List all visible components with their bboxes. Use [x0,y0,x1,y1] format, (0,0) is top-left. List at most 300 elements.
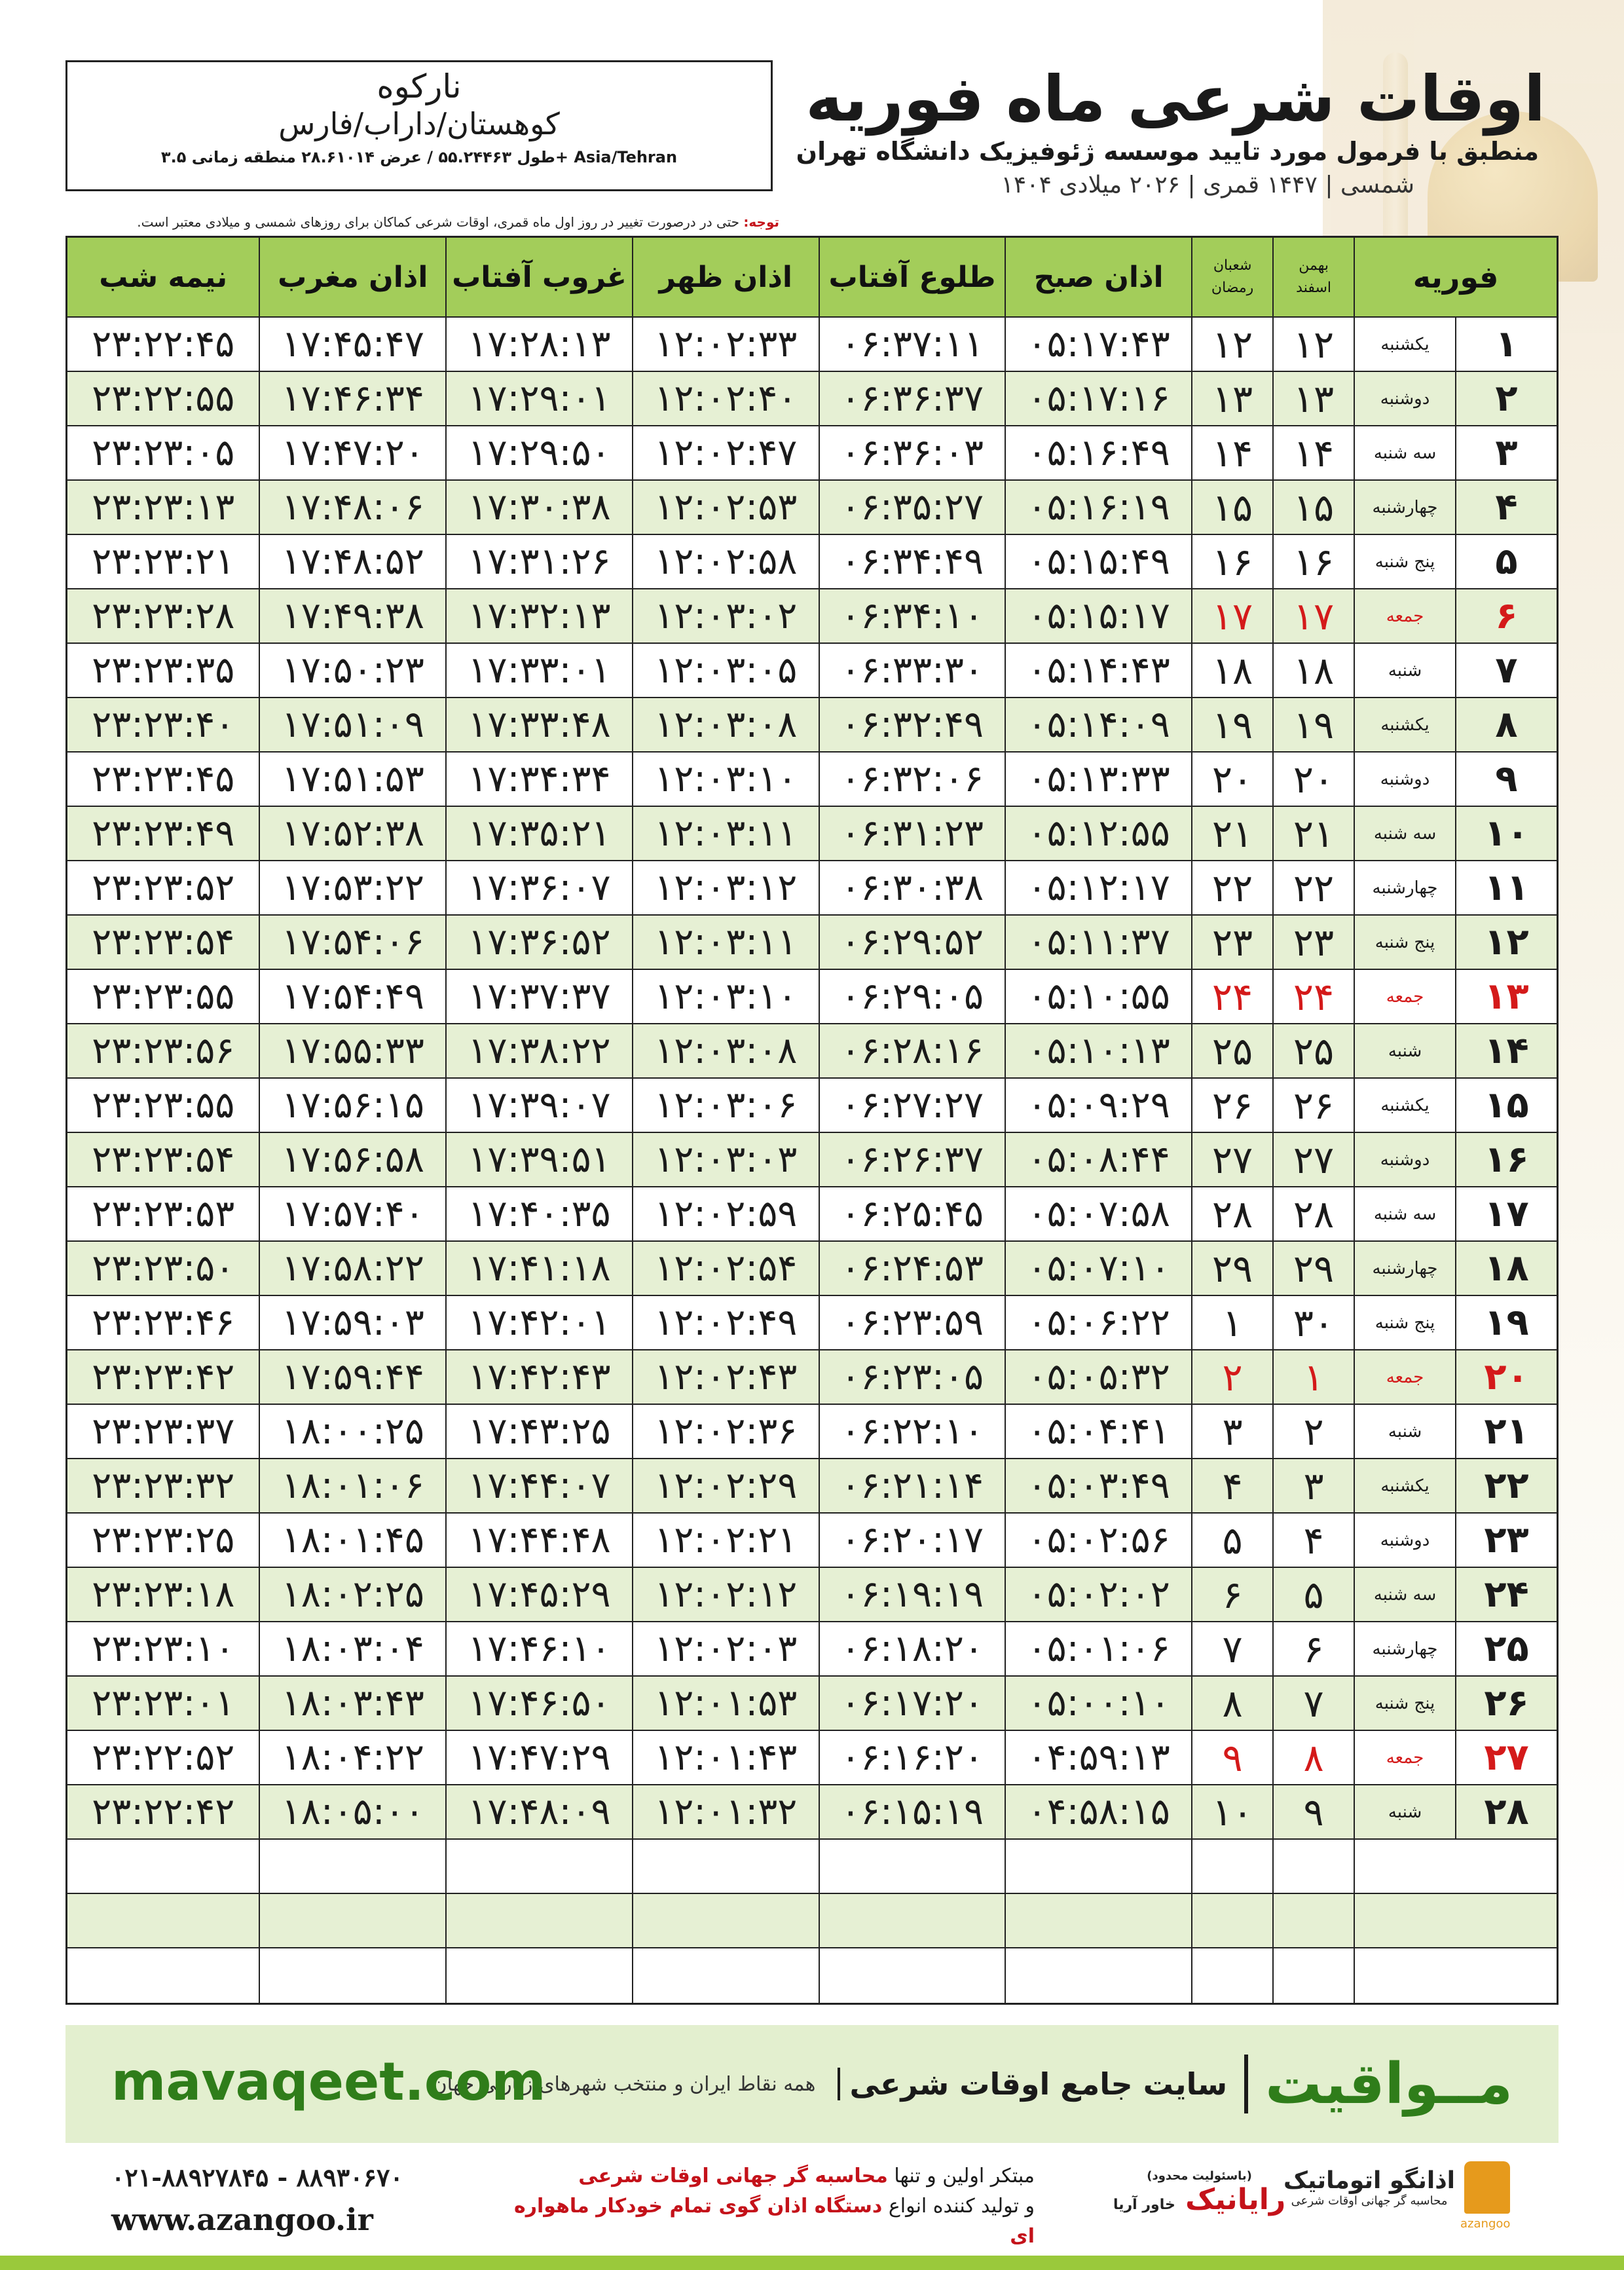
maghrib-time: ۱۷:۵۶:۱۵ [259,1079,445,1132]
sunrise-time: ۰۶:۱۷:۲۰ [819,1677,1005,1730]
lunar-day: ۴ [1191,1459,1272,1512]
fajr-time: ۰۴:۵۸:۱۵ [1005,1785,1191,1838]
fajr-time: ۰۵:۰۴:۴۱ [1005,1405,1191,1458]
lunar-day: ۱۹ [1191,698,1272,751]
sunrise-time: ۰۶:۳۳:۳۰ [819,644,1005,697]
solar-day: ۶ [1272,1622,1354,1675]
dhuhr-time: ۱۲:۰۱:۵۳ [632,1677,819,1730]
maghrib-time: ۱۷:۴۵:۴۷ [259,318,445,371]
banner-separator [1244,2055,1248,2113]
day-number: ۱۹ [1455,1296,1557,1349]
table-row [67,535,1557,589]
weekday: سه شنبه [1354,1568,1455,1621]
sunrise-time: ۰۶:۳۶:۳۷ [819,372,1005,425]
day-number: ۲۰ [1455,1350,1557,1404]
sunset-time: ۱۷:۳۳:۰۱ [445,644,632,697]
day-number: ۵ [1455,535,1557,588]
weekday: یکشنبه [1354,1459,1455,1512]
dhuhr-time: ۱۲:۰۲:۲۱ [632,1514,819,1567]
sunrise-time: ۰۶:۳۰:۳۸ [819,861,1005,914]
sunrise-time: ۰۶:۲۷:۲۷ [819,1079,1005,1132]
sunrise-time: ۰۶:۲۱:۱۴ [819,1459,1005,1512]
header-solar [1272,238,1354,316]
sunset-time: ۱۷:۴۱:۱۸ [445,1242,632,1295]
midnight-time: ۲۳:۲۳:۲۵ [92,1519,235,1561]
midnight-time: ۲۳:۲۳:۵۵ [92,975,235,1018]
rayanik-name: رایانیک [1185,2183,1286,2216]
dhuhr-time: ۱۲:۰۳:۱۲ [632,861,819,914]
banner-separator-small [838,2068,840,2100]
weekday: یکشنبه [1354,318,1455,371]
solar-day: ۱۸ [1272,644,1354,697]
midnight-time: ۲۳:۲۳:۱۰ [92,1628,235,1670]
maghrib-time: ۱۷:۵۱:۵۳ [259,753,445,806]
table-row [67,372,1557,426]
empty-cell [1005,1948,1191,2003]
empty-cell [445,1894,632,1947]
table-row [67,1350,1557,1405]
maghrib-time: ۱۸:۰۴:۲۲ [259,1731,445,1784]
sunset-time: ۱۷:۴۰:۳۵ [445,1187,632,1240]
maghrib-time: ۱۷:۵۹:۰۳ [259,1296,445,1349]
midnight-time: ۲۳:۲۳:۰۱ [92,1682,235,1724]
maghrib-time: ۱۷:۵۸:۲۲ [259,1242,445,1295]
lunar-day: ۲ [1191,1350,1272,1404]
maghrib-time: ۱۸:۰۰:۲۵ [259,1405,445,1458]
dhuhr-time: ۱۲:۰۲:۵۸ [632,535,819,588]
header-solar-top: بهمن [1299,257,1329,274]
lunar-day: ۲۱ [1191,807,1272,860]
sunset-time: ۱۷:۴۶:۱۰ [445,1622,632,1675]
solar-day: ۲۴ [1272,970,1354,1023]
dhuhr-time: ۱۲:۰۲:۱۲ [632,1568,819,1621]
table-row [67,1405,1557,1459]
day-number: ۱۶ [1455,1133,1557,1186]
footer-website-link[interactable]: www.azangoo.ir [111,2202,373,2237]
header-lunar-bottom: رمضان [1211,280,1254,296]
dhuhr-time: ۱۲:۰۳:۰۳ [632,1133,819,1186]
sunset-time: ۱۷:۴۳:۲۵ [445,1405,632,1458]
header-sunrise: طلوع آفتاب [819,238,1005,316]
table-row [67,1622,1557,1677]
dhuhr-time: ۱۲:۰۲:۵۴ [632,1242,819,1295]
table-header [67,238,1557,318]
table-row [67,1514,1557,1568]
maghrib-time: ۱۷:۴۶:۳۴ [259,372,445,425]
dhuhr-time: ۱۲:۰۳:۰۸ [632,1024,819,1077]
sunrise-time: ۰۶:۲۶:۳۷ [819,1133,1005,1186]
maghrib-time: ۱۷:۴۹:۳۸ [259,589,445,642]
table-row [67,970,1557,1024]
empty-cell [445,1840,632,1893]
sunrise-time: ۰۶:۳۶:۰۳ [819,426,1005,479]
lunar-day: ۱۳ [1191,372,1272,425]
empty-row [67,1948,1557,2003]
table-row [67,1079,1557,1133]
sunrise-time: ۰۶:۳۴:۱۰ [819,589,1005,642]
table-row [67,644,1557,698]
solar-day: ۲۳ [1272,916,1354,969]
midnight-time: ۲۳:۲۳:۵۰ [92,1247,235,1290]
weekday: یکشنبه [1354,1079,1455,1132]
sunset-time: ۱۷:۴۴:۰۷ [445,1459,632,1512]
lunar-day: ۲۴ [1191,970,1272,1023]
empty-cell [259,1840,445,1893]
table-row [67,318,1557,372]
rayanik-small: (باسئولیت محدود) [1147,2169,1252,2183]
weekday: جمعه [1354,1350,1455,1404]
sunrise-time: ۰۶:۳۲:۰۶ [819,753,1005,806]
day-number: ۱۵ [1455,1079,1557,1132]
dhuhr-time: ۱۲:۰۳:۰۵ [632,644,819,697]
empty-cell [819,1840,1005,1893]
fajr-time: ۰۵:۰۲:۰۲ [1005,1568,1191,1621]
header-fajr: اذان صبح [1005,238,1191,316]
empty-cell [259,1894,445,1947]
lunar-day: ۲۵ [1191,1024,1272,1077]
day-number: ۲۶ [1455,1677,1557,1730]
lunar-day: ۱۰ [1191,1785,1272,1838]
midnight-time: ۲۳:۲۳:۵۶ [92,1030,235,1072]
day-number: ۱۲ [1455,916,1557,969]
dhuhr-time: ۱۲:۰۲:۳۳ [632,318,819,371]
table-row [67,1296,1557,1350]
solar-day: ۲۶ [1272,1079,1354,1132]
sunset-time: ۱۷:۳۱:۲۶ [445,535,632,588]
sunrise-time: ۰۶:۲۳:۰۵ [819,1350,1005,1404]
footer-phone: ۰۲۱-۸۸۹۲۷۸۴۵ - ۸۸۹۳۰۶۷۰ [111,2163,403,2192]
weekday: دوشنبه [1354,1133,1455,1186]
fajr-time: ۰۴:۵۹:۱۳ [1005,1731,1191,1784]
rayanik-sub: خاور آریا [1113,2197,1175,2213]
midnight-time: ۲۳:۲۳:۳۵ [92,649,235,692]
weekday: چهارشنبه [1354,861,1455,914]
solar-day: ۲۲ [1272,861,1354,914]
table-row [67,1731,1557,1785]
lunar-day: ۱۴ [1191,426,1272,479]
midnight-time: ۲۳:۲۳:۲۸ [92,595,235,637]
midnight-time: ۲۳:۲۳:۳۷ [92,1410,235,1453]
lunar-day: ۵ [1191,1514,1272,1567]
day-number: ۶ [1455,589,1557,642]
solar-day: ۲۱ [1272,807,1354,860]
sunrise-time: ۰۶:۳۲:۴۹ [819,698,1005,751]
footer-line1-a: مبتکر اولین و تنها [894,2165,1035,2187]
footer-description [498,2161,1035,2252]
midnight-time: ۲۳:۲۳:۵۳ [92,1193,235,1235]
sunrise-time: ۰۶:۱۶:۲۰ [819,1731,1005,1784]
solar-day: ۹ [1272,1785,1354,1838]
weekday: شنبه [1354,1024,1455,1077]
solar-day: ۲ [1272,1405,1354,1458]
maghrib-time: ۱۷:۵۷:۴۰ [259,1187,445,1240]
empty-cell [445,1948,632,2003]
note-label: توجه: [743,214,779,230]
dhuhr-time: ۱۲:۰۳:۰۲ [632,589,819,642]
sunset-time: ۱۷:۴۷:۲۹ [445,1731,632,1784]
sunset-time: ۱۷:۳۶:۵۲ [445,916,632,969]
table-row [67,1459,1557,1514]
empty-cell [1354,1840,1557,1893]
table-row [67,426,1557,481]
location-box [65,60,773,191]
weekday: چهارشنبه [1354,1622,1455,1675]
lunar-day: ۱۵ [1191,481,1272,534]
dhuhr-time: ۱۲:۰۲:۵۳ [632,481,819,534]
sunrise-time: ۰۶:۱۸:۲۰ [819,1622,1005,1675]
lunar-day: ۲۰ [1191,753,1272,806]
table-row [67,1024,1557,1079]
dhuhr-time: ۱۲:۰۲:۳۶ [632,1405,819,1458]
sunset-time: ۱۷:۳۸:۲۲ [445,1024,632,1077]
table-row [67,481,1557,535]
maghrib-time: ۱۷:۵۹:۴۴ [259,1350,445,1404]
dhuhr-time: ۱۲:۰۲:۲۹ [632,1459,819,1512]
sunset-time: ۱۷:۴۲:۴۳ [445,1350,632,1404]
midnight-time: ۲۳:۲۳:۴۵ [92,758,235,800]
header-midnight: نیمه شب [99,260,228,294]
empty-cell [1191,1840,1272,1893]
lunar-day: ۲۷ [1191,1133,1272,1186]
azangoo-en: azangoo [1460,2217,1511,2231]
lunar-day: ۲۹ [1191,1242,1272,1295]
solar-day: ۱۴ [1272,426,1354,479]
empty-row [67,1894,1557,1948]
fajr-time: ۰۵:۱۵:۱۷ [1005,589,1191,642]
fajr-time: ۰۵:۱۷:۱۶ [1005,372,1191,425]
year-line: ۱۴۰۴ شمسی | ۱۴۴۷ قمری | ۲۰۲۶ میلادی [1001,172,1414,198]
table-row [67,1785,1557,1840]
weekday: چهارشنبه [1354,481,1455,534]
midnight-time: ۲۳:۲۳:۵۴ [92,921,235,963]
sunset-time: ۱۷:۳۲:۱۳ [445,589,632,642]
sunrise-time: ۰۶:۲۰:۱۷ [819,1514,1005,1567]
fajr-time: ۰۵:۱۶:۱۹ [1005,481,1191,534]
solar-day: ۴ [1272,1514,1354,1567]
lunar-day: ۲۸ [1191,1187,1272,1240]
sunset-time: ۱۷:۴۴:۴۸ [445,1514,632,1567]
sunrise-time: ۰۶:۳۵:۲۷ [819,481,1005,534]
solar-day: ۱۵ [1272,481,1354,534]
fajr-time: ۰۵:۱۱:۳۷ [1005,916,1191,969]
banner-tagline: سایت جامع اوقات شرعی [849,2066,1228,2102]
day-number: ۳ [1455,426,1557,479]
sunset-time: ۱۷:۳۷:۳۷ [445,970,632,1023]
midnight-time: ۲۳:۲۲:۵۵ [92,377,235,420]
maghrib-time: ۱۸:۰۵:۰۰ [259,1785,445,1838]
bottom-color-bar [0,2256,1624,2270]
sunset-time: ۱۷:۲۸:۱۳ [445,318,632,371]
dhuhr-time: ۱۲:۰۳:۱۰ [632,753,819,806]
maghrib-time: ۱۷:۵۵:۳۳ [259,1024,445,1077]
maghrib-time: ۱۷:۵۴:۰۶ [259,916,445,969]
empty-cell [259,1948,445,2003]
fajr-time: ۰۵:۰۹:۲۹ [1005,1079,1191,1132]
maghrib-time: ۱۷:۵۲:۳۸ [259,807,445,860]
table-row [67,698,1557,753]
day-number: ۲۷ [1455,1731,1557,1784]
weekday: شنبه [1354,1785,1455,1838]
weekday: پنج شنبه [1354,535,1455,588]
empty-cell [1191,1894,1272,1947]
maghrib-time: ۱۸:۰۱:۴۵ [259,1514,445,1567]
day-number: ۱۴ [1455,1024,1557,1077]
sunrise-time: ۰۶:۲۳:۵۹ [819,1296,1005,1349]
empty-cell [632,1894,819,1947]
sunrise-time: ۰۶:۳۴:۴۹ [819,535,1005,588]
sunset-time: ۱۷:۲۹:۰۱ [445,372,632,425]
solar-day: ۲۸ [1272,1187,1354,1240]
day-number: ۲۵ [1455,1622,1557,1675]
fajr-time: ۰۵:۱۰:۵۵ [1005,970,1191,1023]
lunar-day: ۱۷ [1191,589,1272,642]
lunar-day: ۷ [1191,1622,1272,1675]
day-number: ۸ [1455,698,1557,751]
weekday: شنبه [1354,644,1455,697]
dhuhr-time: ۱۲:۰۲:۰۳ [632,1622,819,1675]
solar-day: ۸ [1272,1731,1354,1784]
empty-cell [1354,1894,1557,1947]
lunar-day: ۲۲ [1191,861,1272,914]
table-row [67,1568,1557,1622]
sunrise-time: ۰۶:۲۴:۵۳ [819,1242,1005,1295]
azangoo-name: اذانگو اتوماتیک [1283,2167,1456,2194]
sunrise-time: ۰۶:۱۵:۱۹ [819,1785,1005,1838]
maghrib-time: ۱۸:۰۲:۲۵ [259,1568,445,1621]
day-number: ۲۲ [1455,1459,1557,1512]
maghrib-time: ۱۷:۵۰:۲۳ [259,644,445,697]
lunar-day: ۶ [1191,1568,1272,1621]
lunar-day: ۱۸ [1191,644,1272,697]
azangoo-logo [1283,2161,1511,2231]
weekday: شنبه [1354,1405,1455,1458]
lunar-day: ۹ [1191,1731,1272,1784]
day-number: ۹ [1455,753,1557,806]
fajr-time: ۰۵:۱۴:۴۳ [1005,644,1191,697]
lunar-day: ۲۶ [1191,1079,1272,1132]
lunar-day: ۱ [1191,1296,1272,1349]
header-maghrib: اذان مغرب [259,238,445,316]
empty-cell [67,1894,259,1947]
solar-day: ۱۷ [1272,589,1354,642]
dhuhr-time: ۱۲:۰۲:۴۷ [632,426,819,479]
maghrib-time: ۱۷:۴۸:۵۲ [259,535,445,588]
fajr-time: ۰۵:۱۰:۱۳ [1005,1024,1191,1077]
header-dhuhr: اذان ظهر [632,238,819,316]
day-number: ۱۷ [1455,1187,1557,1240]
dhuhr-time: ۱۲:۰۲:۴۹ [632,1296,819,1349]
dhuhr-time: ۱۲:۰۳:۰۶ [632,1079,819,1132]
sunset-time: ۱۷:۳۴:۳۴ [445,753,632,806]
banner-tagline-2: همه نقاط ایران و منتخب شهرهای زیارتی جهان [432,2072,816,2096]
fajr-time: ۰۵:۰۸:۴۴ [1005,1133,1191,1186]
fajr-time: ۰۵:۱۳:۳۳ [1005,753,1191,806]
weekday: دوشنبه [1354,372,1455,425]
sunrise-time: ۰۶:۲۹:۵۲ [819,916,1005,969]
empty-cell [1272,1894,1354,1947]
day-number: ۱۸ [1455,1242,1557,1295]
day-number: ۲۳ [1455,1514,1557,1567]
dhuhr-time: ۱۲:۰۲:۵۹ [632,1187,819,1240]
midnight-time: ۲۳:۲۳:۴۶ [92,1301,235,1344]
weekday: پنج شنبه [1354,1296,1455,1349]
fajr-time: ۰۵:۱۲:۱۷ [1005,861,1191,914]
footer-line2-b: دستگاه اذان گوی تمام خودکار ماهواره ای [514,2195,1035,2248]
day-number: ۲ [1455,372,1557,425]
table-row [67,1187,1557,1242]
page-title: اوقات شرعی ماه فوریه [805,62,1545,136]
fajr-time: ۰۵:۱۵:۴۹ [1005,535,1191,588]
dhuhr-time: ۱۲:۰۲:۴۳ [632,1350,819,1404]
solar-day: ۱۳ [1272,372,1354,425]
page-subtitle: منطبق با فرمول مورد تایید موسسه ژئوفیزیک دانشگاه تهران [796,137,1539,166]
day-number: ۴ [1455,481,1557,534]
midnight-time: ۲۳:۲۳:۵۲ [92,866,235,909]
sunrise-time: ۰۶:۲۸:۱۶ [819,1024,1005,1077]
prayer-times-table [65,236,1559,2005]
day-number: ۲۱ [1455,1405,1557,1458]
weekday: سه شنبه [1354,426,1455,479]
table-row [67,916,1557,970]
weekday: پنج شنبه [1354,916,1455,969]
day-number: ۲۸ [1455,1785,1557,1838]
solar-day: ۱۶ [1272,535,1354,588]
fajr-time: ۰۵:۰۰:۱۰ [1005,1677,1191,1730]
day-number: ۱۱ [1455,861,1557,914]
sunset-time: ۱۷:۳۰:۳۸ [445,481,632,534]
dhuhr-time: ۱۲:۰۳:۱۱ [632,916,819,969]
solar-day: ۲۹ [1272,1242,1354,1295]
midnight-time: ۲۳:۲۳:۳۲ [92,1464,235,1507]
sunrise-time: ۰۶:۳۱:۲۳ [819,807,1005,860]
dhuhr-time: ۱۲:۰۳:۱۰ [632,970,819,1023]
solar-day: ۲۷ [1272,1133,1354,1186]
empty-cell [1272,1948,1354,2003]
sunrise-time: ۰۶:۱۹:۱۹ [819,1568,1005,1621]
maghrib-time: ۱۷:۵۴:۴۹ [259,970,445,1023]
midnight-time: ۲۳:۲۲:۴۵ [92,323,235,365]
region-name: کوهستان/داراب/فارس [278,106,560,141]
sunrise-time: ۰۶:۳۷:۱۱ [819,318,1005,371]
sunset-time: ۱۷:۴۸:۰۹ [445,1785,632,1838]
midnight-time: ۲۳:۲۳:۴۰ [92,703,235,746]
fajr-time: ۰۵:۱۷:۴۳ [1005,318,1191,371]
title-block [773,63,1545,203]
empty-cell [819,1894,1005,1947]
sunrise-time: ۰۶:۲۵:۴۵ [819,1187,1005,1240]
table-row [67,1133,1557,1187]
weekday: دوشنبه [1354,1514,1455,1567]
table-row [67,861,1557,916]
maghrib-time: ۱۸:۰۱:۰۶ [259,1459,445,1512]
solar-day: ۳ [1272,1459,1354,1512]
maghrib-time: ۱۷:۵۳:۲۲ [259,861,445,914]
header-month-label: فوریه [1412,259,1499,295]
midnight-time: ۲۳:۲۲:۴۲ [92,1791,235,1833]
city-name: نارکوه [377,67,462,105]
sunset-time: ۱۷:۳۹:۵۱ [445,1133,632,1186]
weekday: دوشنبه [1354,753,1455,806]
table-row [67,807,1557,861]
sunrise-time: ۰۶:۲۲:۱۰ [819,1405,1005,1458]
fajr-time: ۰۵:۰۲:۵۶ [1005,1514,1191,1567]
sunset-time: ۱۷:۳۶:۰۷ [445,861,632,914]
banner-site-link[interactable]: mavaqeet.com [111,2051,546,2112]
weekday: چهارشنبه [1354,1242,1455,1295]
sunset-time: ۱۷:۳۵:۲۱ [445,807,632,860]
midnight-time: ۲۳:۲۳:۵۵ [92,1084,235,1126]
lunar-day: ۱۶ [1191,535,1272,588]
